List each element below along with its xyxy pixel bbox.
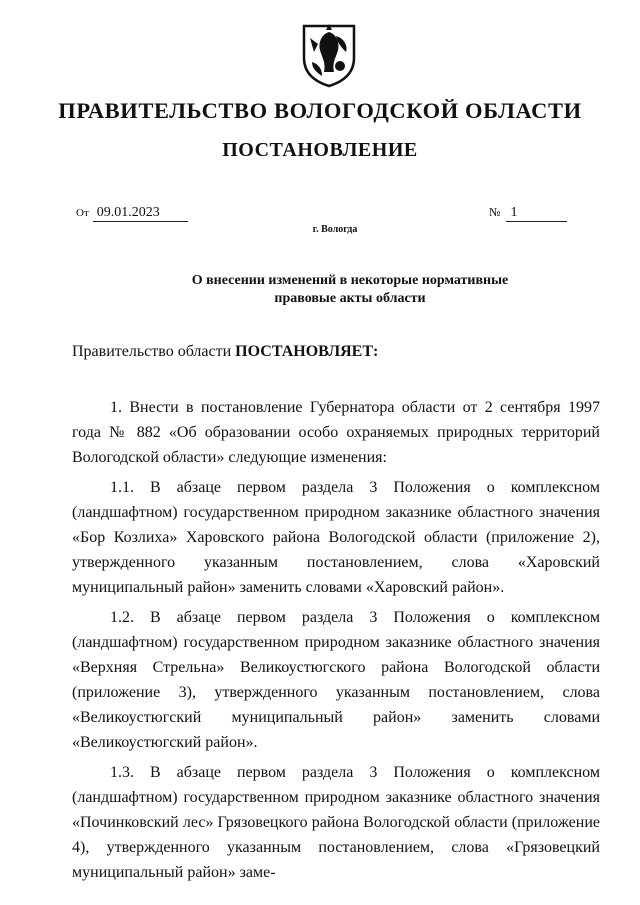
document-type: ПОСТАНОВЛЕНИЕ xyxy=(222,139,418,161)
government-title: ПРАВИТЕЛЬСТВО ВОЛОГОДСКОЙ ОБЛАСТИ xyxy=(58,98,582,123)
number-label: № xyxy=(489,205,501,219)
paragraph-1-3: 1.3. В абзаце первом раздела 3 Положения о комплексном (ландшафтном) государственном природном заказнике областного значения «Починковский лес» Грязовецкого района Вологодской области (приложение 4), утвержденного указанным постановлением, слова «Грязовецкий муниципальный район» заме- xyxy=(72,764,600,881)
date-label: От xyxy=(76,207,89,219)
paragraph-1: 1. Внести в постановление Губернатора области от 2 сентября 1997 года № 882 «Об образовании особо охраняемых природных территорий Вологодской области» следующие изменения: xyxy=(72,399,600,466)
date-field xyxy=(76,205,188,222)
paragraph-1-1: 1.1. В абзаце первом раздела 3 Положения о комплексном (ландшафтном) государственном природном заказнике областного значения «Бор Козлиха» Харовского района Вологодской области (приложение 2), утвержденного указанным постановлением, слова «Харовский муниципальный район» заменить словами «Харовский район». xyxy=(72,479,600,596)
paragraph-1-2: 1.2. В абзаце первом раздела 3 Положения о комплексном (ландшафтном) государственном природном заказнике областного значения «Верхняя Стрельна» Великоустюгского района Вологодской области (приложение 3), утвержденного указанным постановлением, слова «Великоустюгский муниципальный район» заменить словами «Великоустюгский район». xyxy=(72,609,600,751)
decree-prefix: Правительство области xyxy=(72,343,236,360)
subject-line-2: правовые акты области xyxy=(274,291,426,306)
number-value: 1 xyxy=(506,205,567,222)
document-body xyxy=(72,395,600,885)
date-value: 09.01.2023 xyxy=(93,205,188,222)
document-subject xyxy=(150,272,550,308)
decree-statement xyxy=(72,343,378,361)
subject-line-1: О внесении изменений в некоторые нормативные xyxy=(191,273,509,288)
number-field xyxy=(489,205,567,222)
city-name: г. Вологда xyxy=(312,224,358,235)
coat-of-arms-icon xyxy=(300,22,358,88)
decree-keyword: ПОСТАНОВЛЯЕТ: xyxy=(235,343,379,360)
